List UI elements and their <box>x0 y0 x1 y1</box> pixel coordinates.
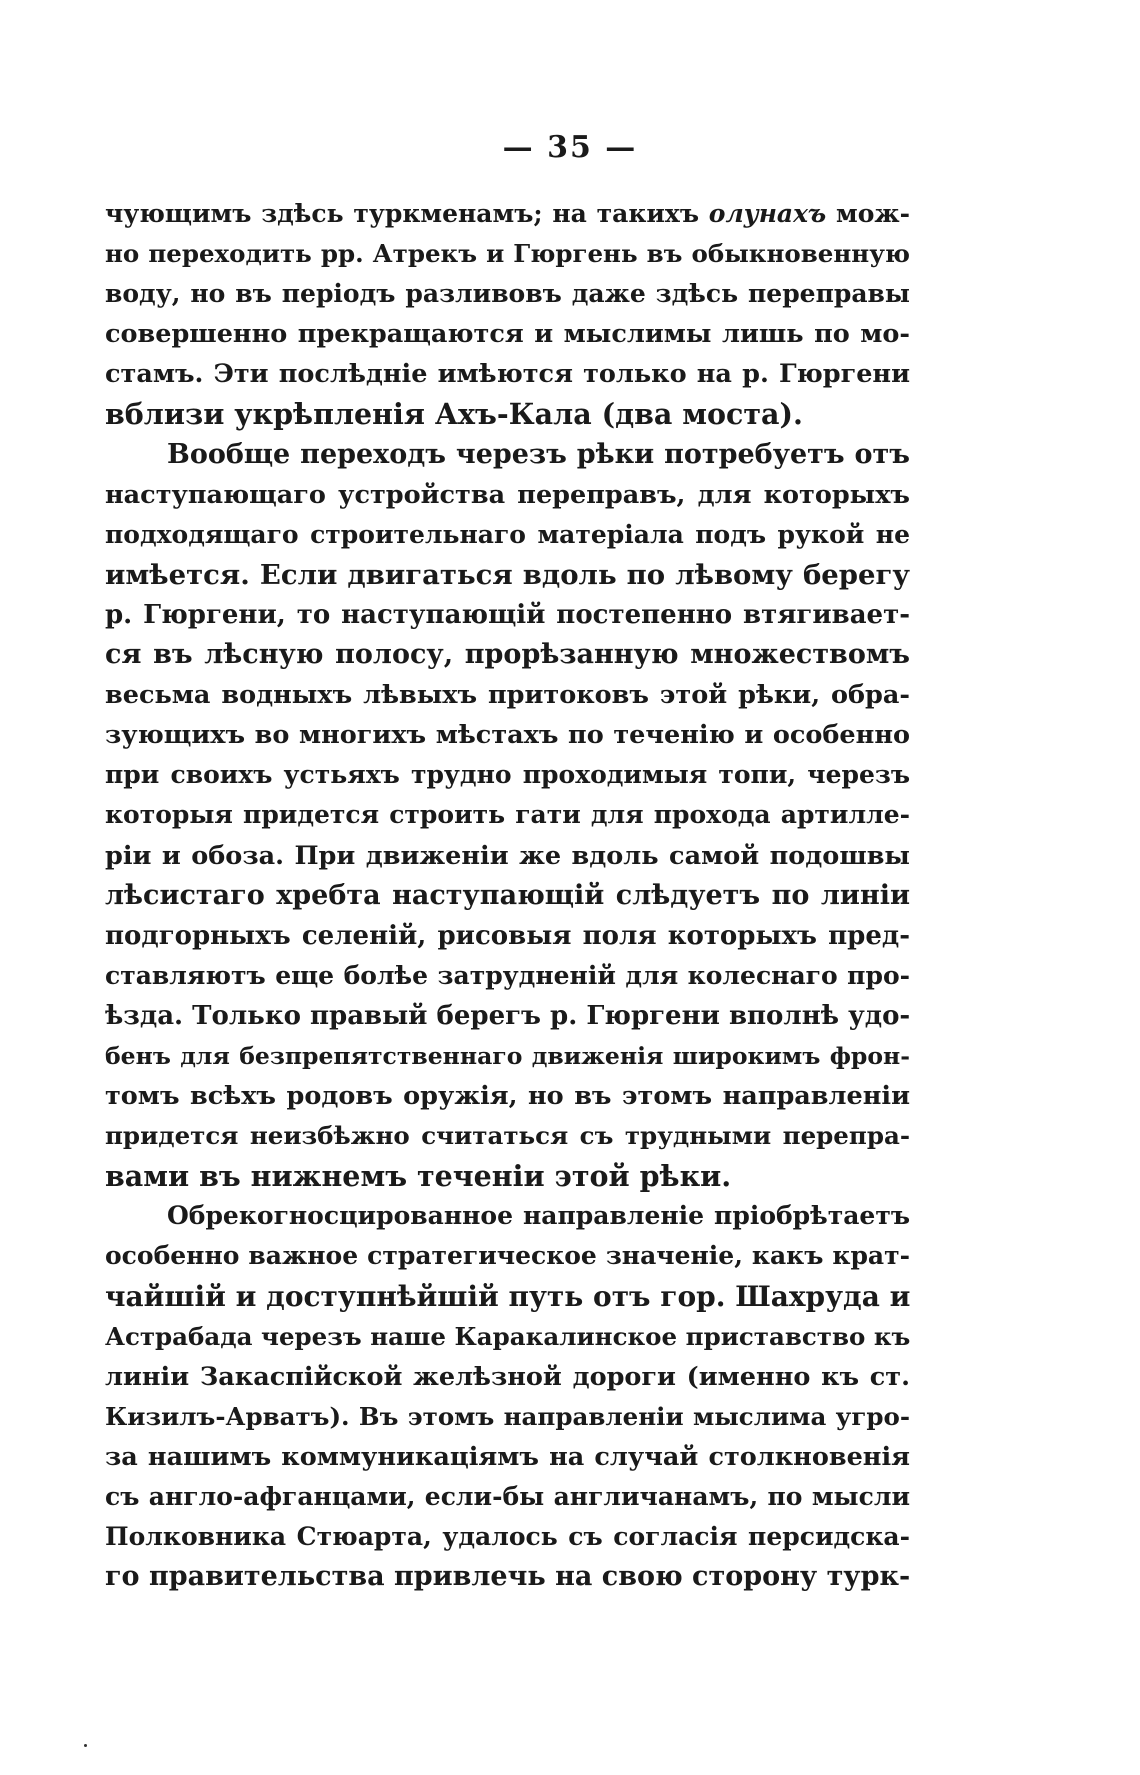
text-line: за нашимъ коммуникаціямъ на случай столкновенія <box>105 1441 910 1472</box>
text-line: наступающаго устройства переправъ, для которыхъ <box>105 479 910 510</box>
text-line: подходящаго строительнаго матеріала подъ рукой не <box>105 519 910 549</box>
text-line: Полковника Стюарта, удалось съ согласія персидска- <box>105 1522 910 1552</box>
text-line: Астрабада черезъ наше Каракалинское приставство къ <box>105 1321 911 1351</box>
text-line: стамъ. Эти послѣдніе имѣются только на р. Гюргени <box>105 359 910 390</box>
text-line: р. Гюргени, то наступающій постепенно втягивает- <box>105 599 910 630</box>
text-line: зующихъ во многихъ мѣстахъ по теченію и особенно <box>105 720 910 751</box>
text-line: съ англо-афганцами, если-бы англичанамъ, по мысли <box>105 1482 910 1511</box>
text-line: ся въ лѣсную полосу, прорѣзанную множествомъ <box>105 639 910 671</box>
print-speck <box>84 1744 87 1747</box>
text-line: имѣется. Если двигаться вдоль по лѣвому берегу <box>105 558 910 591</box>
text-line: воду, но въ періодъ разливовъ даже здѣсь переправы <box>105 279 910 309</box>
page-number: — 35 — <box>502 130 638 165</box>
paragraph-first-line: Вообще переходъ черезъ рѣки потребуетъ отъ <box>167 438 910 470</box>
text-line: чующимъ здѣсь туркменамъ; на такихъ олунахъ мож- <box>105 199 910 228</box>
text-line: но переходить рр. Атрекъ и Гюргень въ обыкновенную <box>105 239 910 269</box>
text-line: весьма водныхъ лѣвыхъ притоковъ этой рѣки, обра- <box>105 680 910 711</box>
text-line: томъ всѣхъ родовъ оружія, но въ этомъ направленіи <box>105 1081 910 1112</box>
text-line: особенно важное стратегическое значеніе, какъ крат- <box>105 1241 910 1271</box>
text-line: вблизи укрѣпленія Ахъ-Кала (два моста). <box>105 397 803 432</box>
text-line: го правительства привлечь на свою сторону турк- <box>105 1561 911 1593</box>
text-line: ріи и обоза. При движеніи же вдоль самой подошвы <box>105 840 910 871</box>
text-line: при своихъ устьяхъ трудно проходимыя топи, черезъ <box>105 760 910 790</box>
text-line: бенъ для безпрепятственнаго движенія широкимъ фрон- <box>105 1041 910 1070</box>
text-line: линіи Закаспійской желѣзной дороги (именно къ ст. <box>105 1361 910 1392</box>
italic-word: олунахъ <box>708 199 827 228</box>
text-line: чайшій и доступнѣйшій путь отъ гор. Шахруда и <box>105 1279 911 1313</box>
text-line: которыя придется строить гати для прохода артилле- <box>105 800 910 830</box>
text-line: Кизилъ-Арватъ). Въ этомъ направленіи мыслима угро- <box>105 1401 910 1431</box>
text-line: ѣзда. Только правый берегъ р. Гюргени вполнѣ удо- <box>105 1000 911 1031</box>
text-line: совершенно прекращаются и мыслимы лишь по мо- <box>105 319 910 350</box>
text-line: придется неизбѣжно считаться съ трудными перепра- <box>105 1121 910 1151</box>
body-text <box>105 194 910 1597</box>
text-line: вами въ нижнемъ теченіи этой рѣки. <box>105 1159 732 1194</box>
paragraph-first-line: Обрекогносцированное направленіе пріобрѣтаетъ <box>167 1201 910 1231</box>
text-line: подгорныхъ селеній, рисовыя поля которыхъ пред- <box>105 920 910 951</box>
text-line: ставляютъ еще болѣе затрудненій для колеснаго про- <box>105 960 910 990</box>
text-line: лѣсистаго хребта наступающій слѣдуетъ по линіи <box>105 879 910 911</box>
